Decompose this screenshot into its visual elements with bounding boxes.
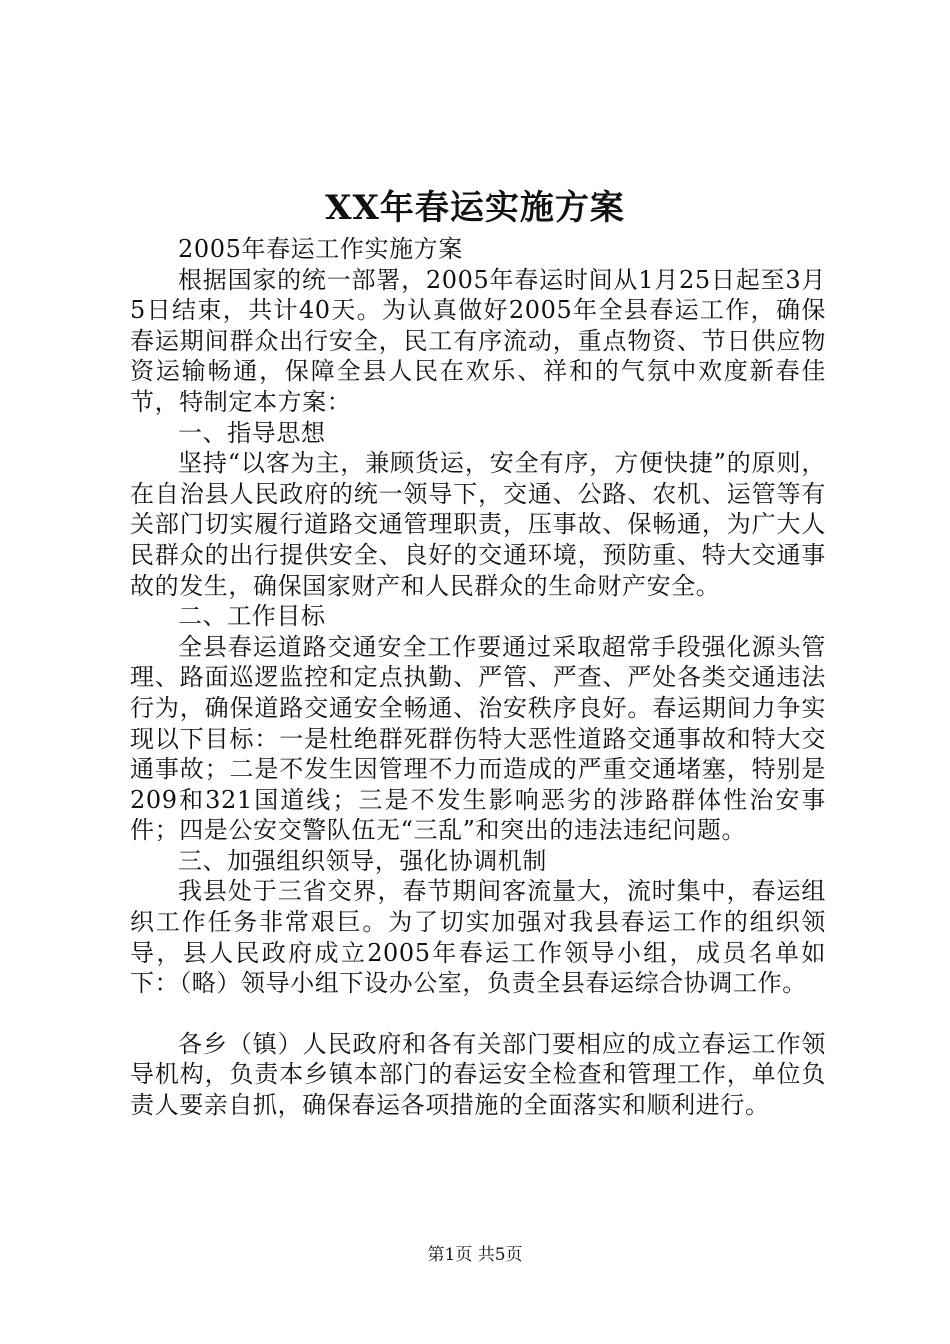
section-heading-work-goals: 二、工作目标 bbox=[178, 602, 326, 631]
work-goals-paragraph: 全县春运道路交通安全工作要通过采取超常手段强化源头管理、路面巡逻监控和定点执勤、严管、严查、严处各类交通违法行为，确保道路交通安全畅通、治安秩序良好。春运期间力争实现以下目标：一是杜绝群死群伤特大恶性道路交通事故和特大交通事故；二是不发生因管理不力而造成的严重交通堵塞，特别是209和321国道线；三是不发生影响恶劣的涉路群体性治安事件；四是公安交警队伍无“三乱”和突出的违法违纪问题。 bbox=[130, 632, 826, 845]
page-number-footer: 第1页 共5页 bbox=[427, 1245, 523, 1265]
organization-paragraph: 我县处于三省交界，春节期间客流量大，流时集中，春运组织工作任务非常艰巨。为了切实加强对我县春运工作的组织领导，县人民政府成立2005年春运工作领导小组，成员名单如下：（略）领导小组下设办公室，负责全县春运综合协调工作。 bbox=[130, 877, 826, 998]
guiding-principles-paragraph: 坚持“以客为主，兼顾货运，安全有序，方便快捷”的原则，在自治县人民政府的统一领导下，交通、公路、农机、运管等有关部门切实履行道路交通管理职责，压事故、保畅通，为广大人民群众的出行提供安全、良好的交通环境，预防重、特大交通事故的发生，确保国家财产和人民群众的生命财产安全。 bbox=[130, 449, 826, 600]
document-title: XX年春运实施方案 bbox=[325, 188, 625, 228]
document-body bbox=[130, 234, 826, 1121]
section-heading-organization: 三、加强组织领导，强化协调机制 bbox=[178, 846, 547, 875]
township-paragraph: 各乡（镇）人民政府和各有关部门要相应的成立春运工作领导机构，负责本乡镇本部门的春运安全检查和管理工作，单位负责人要亲自抓，确保春运各项措施的全面落实和顺利进行。 bbox=[130, 1029, 826, 1120]
intro-paragraph: 根据国家的统一部署，2005年春运时间从1月25日起至3月5日结束，共计40天。为认真做好2005年全县春运工作，确保春运期间群众出行安全，民工有序流动，重点物资、节日供应物资运输畅通，保障全县人民在欢乐、祥和的气氛中欢度新春佳节，特制定本方案： bbox=[130, 265, 826, 416]
section-heading-guiding-principles: 一、指导思想 bbox=[178, 418, 326, 447]
subtitle-paragraph: 2005年春运工作实施方案 bbox=[178, 235, 463, 263]
